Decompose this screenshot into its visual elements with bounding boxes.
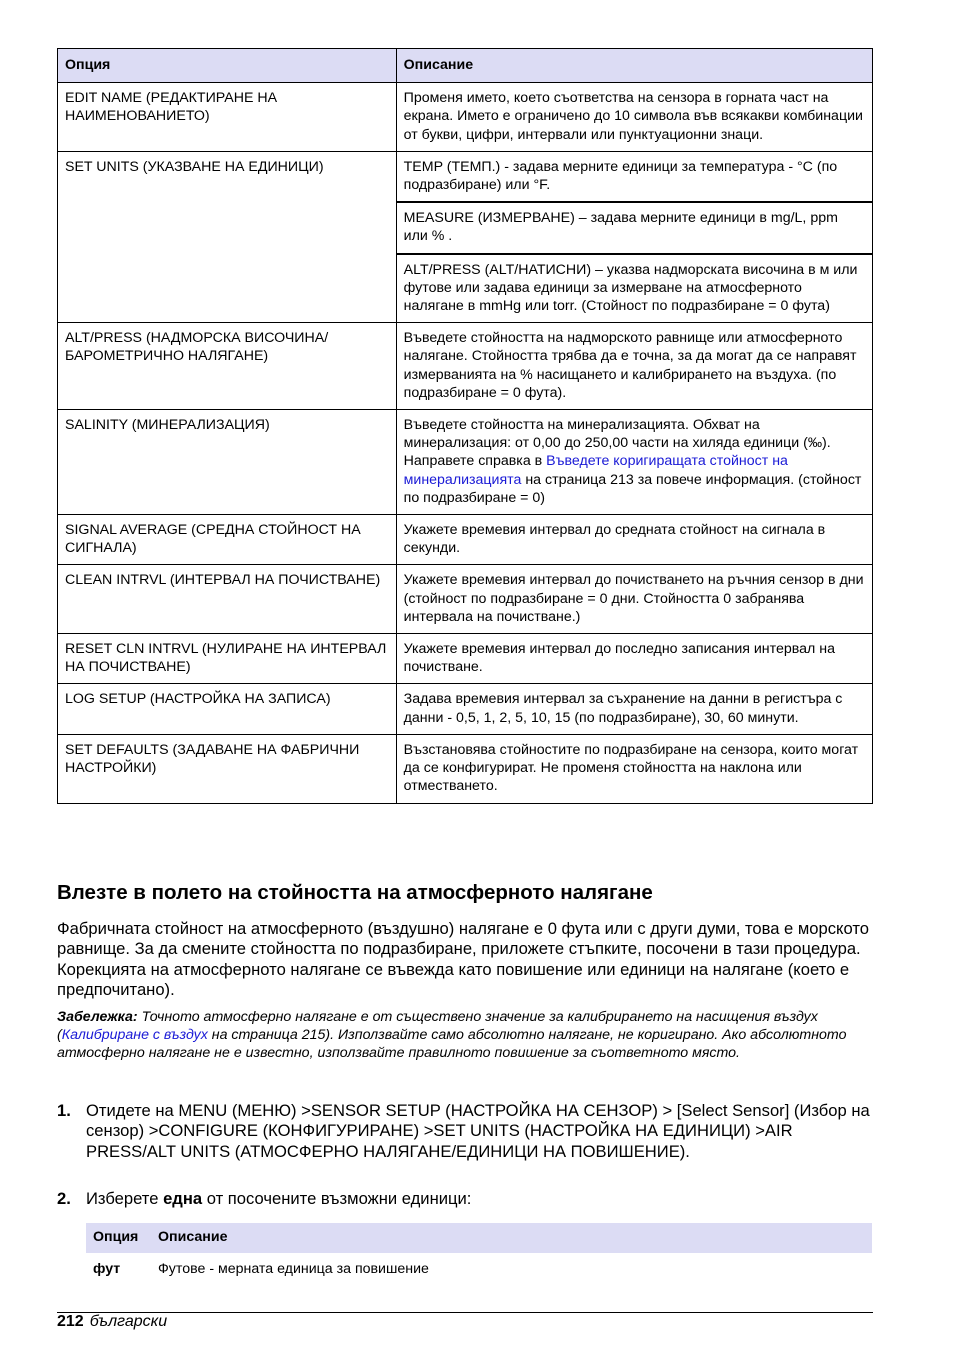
- description-cell: Укажете времевия интервал до почистването на ръчния сензор в дни (стойност по подразбиране = 0 дни. Стойността 0 забранява интервала на почистване.): [396, 565, 872, 634]
- description-cell: Въведете стойността на надморското равнище или атмосферното налягане. Стойността трябва да е точна, за да могат да се направят измерванията на % насищането и калибрирането на въздуха. (по подразбиране = 0 фута).: [396, 323, 872, 410]
- option-cell: CLEAN INTRVL (ИНТЕРВАЛ НА ПОЧИСТВАНЕ): [58, 565, 397, 634]
- options-table: [57, 48, 873, 804]
- page-number: 212: [57, 1313, 84, 1330]
- option-cell: фут: [93, 1261, 121, 1277]
- table-row: [58, 151, 873, 202]
- description-cell: [396, 410, 872, 515]
- section-paragraph: Фабричната стойност на атмосферното (въздушно) налягане е 0 фута или с други думи, това е морското равнище. За да смените стойността по подразбиране, приложете стъпките, посочени в тази процедура. Корекцията на атмосферното налягане се въвежда като повишение или единици на налягане (което е предпочитано).: [57, 919, 870, 1000]
- step-2: [57, 1189, 873, 1209]
- table-row: [86, 1253, 872, 1285]
- table-row: [58, 634, 873, 684]
- step-1: [57, 1101, 873, 1162]
- step-text-post: от посочените възможни единици:: [206, 1189, 472, 1208]
- header-option: Опция: [86, 1223, 151, 1253]
- units-table: [86, 1223, 872, 1285]
- page-footer: [57, 1313, 167, 1331]
- description-cell: Променя името, което съответства на сензора в горната част на екрана. Името е ограничено до 10 символа във всякакви комбинации от букви, цифри, интервали или пунктуационни знаци.: [396, 83, 872, 152]
- table-header-row: [86, 1223, 872, 1253]
- table-row: [58, 83, 873, 152]
- section-heading: Влезте в полето на стойността на атмосферното налягане: [57, 881, 653, 904]
- description-cell: Укажете времевия интервал до средната стойност на сигнала в секунди.: [396, 515, 872, 565]
- table-row: [58, 323, 873, 410]
- table-row: [58, 565, 873, 634]
- table-row: [58, 684, 873, 734]
- table-row: [58, 515, 873, 565]
- description-cell: Възстановява стойностите по подразбиране на сензора, които могат да се конфигурират. Не променя стойността на наклона или отместването.: [396, 734, 872, 803]
- step-text-bold: една: [163, 1189, 203, 1208]
- note: [57, 1008, 873, 1063]
- step-text: [86, 1189, 873, 1209]
- option-cell: EDIT NAME (РЕДАКТИРАНЕ НА НАИМЕНОВАНИЕТО): [58, 83, 397, 152]
- description-cell: MEASURE (ИЗМЕРВАНЕ) – задава мерните единици в mg/L, ppm или % .: [396, 202, 872, 253]
- step-text-pre: Изберете: [86, 1189, 159, 1208]
- description-cell: Укажете времевия интервал до последно записания интервал на почистване.: [396, 634, 872, 684]
- description-text: Въведете стойността на минерализацията. Обхват на минерализация: от 0,00 до 250,00 части на хиляда единици (‰). Направете справка в: [403, 417, 831, 470]
- table-row: [58, 734, 873, 803]
- table-header-row: [58, 49, 873, 83]
- description-cell: Футове - мерната единица за повишение: [158, 1261, 429, 1277]
- option-cell: LOG SETUP (НАСТРОЙКА НА ЗАПИСА): [58, 684, 397, 734]
- footer-divider: [57, 1312, 873, 1313]
- option-cell: SET UNITS (УКАЗВАНЕ НА ЕДИНИЦИ): [58, 151, 397, 322]
- step-number: 2.: [57, 1189, 71, 1208]
- note-label: Забележка:: [57, 1009, 138, 1025]
- description-text: на страница 213 за повече информация. (стойност по подразбиране = 0): [403, 471, 862, 506]
- option-cell: SET DEFAULTS (ЗАДАВАНЕ НА ФАБРИЧНИ НАСТРОЙКИ): [58, 734, 397, 803]
- air-calibration-link[interactable]: Калибриране с въздух: [61, 1027, 208, 1044]
- step-text: Отидете на MENU (МЕНЮ) >SENSOR SETUP (НАСТРОЙКА НА СЕНЗОР) > [Select Sensor] (Избор на сензор) >CONFIGURE (КОНФИГУРИРАНЕ) >SET UNITS (НАСТРОЙКА НА ЕДИНИЦИ) >AIR PRESS/ALT UNITS (АТМОСФЕРНО НАЛЯГАНЕ/ЕДИНИЦИ НА ПОВИШЕНИЕ).: [86, 1101, 870, 1161]
- option-cell: SALINITY (МИНЕРАЛИЗАЦИЯ): [58, 410, 397, 515]
- salinity-link[interactable]: Въведете коригиращата стойност на минерализацията: [403, 453, 788, 488]
- step-number: 1.: [57, 1101, 71, 1120]
- footer-language: български: [89, 1313, 168, 1330]
- description-cell: ALT/PRESS (ALT/НАТИСНИ) – указва надморската височина в м или футове или задава единици за измерване на атмосферното налягане в mmHg или torr. (Стойност по подразбиране = 0 фута): [396, 254, 872, 323]
- note-text: на страница 215). Използвайте само абсолютно налягане, не коригирано. Ако абсолютното атмосферно налягане не е известно, използвайте правилното повишение за съответното място.: [57, 1027, 847, 1062]
- table-row: [58, 410, 873, 515]
- option-cell: ALT/PRESS (НАДМОРСКА ВИСОЧИНА/БАРОМЕТРИЧНО НАЛЯГАНЕ): [58, 323, 397, 410]
- option-cell: RESET CLN INTRVL (НУЛИРАНЕ НА ИНТЕРВАЛ НА ПОЧИСТВАНЕ): [58, 634, 397, 684]
- header-option: Опция: [58, 49, 397, 83]
- description-cell: TEMP (ТЕМП.) - задава мерните единици за температура - °C (по подразбиране) или °F.: [396, 151, 872, 202]
- header-description: Описание: [151, 1223, 872, 1253]
- option-cell: SIGNAL AVERAGE (СРЕДНА СТОЙНОСТ НА СИГНАЛА): [58, 515, 397, 565]
- header-description: Описание: [396, 49, 872, 83]
- description-cell: Задава времевия интервал за съхранение на данни в регистъра с данни - 0,5, 1, 2, 5, 10, 15 (по подразбиране), 30, 60 минути.: [396, 684, 872, 734]
- note-text: Точното атмосферно налягане е от съществено значение за калибрирането на насищения въздух (: [57, 1009, 818, 1044]
